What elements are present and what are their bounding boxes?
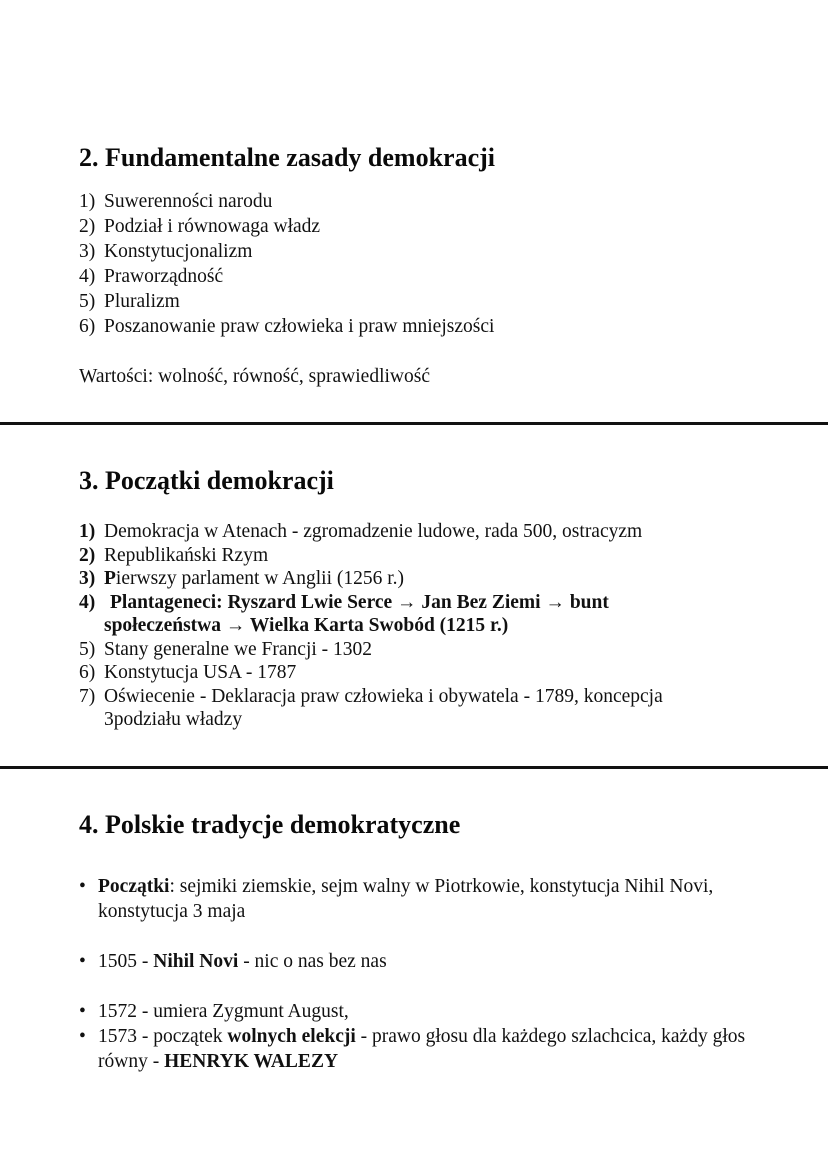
item-number: 1) <box>79 191 96 212</box>
item-text-bold: P <box>104 568 116 589</box>
item-text: ierwszy parlament w Anglii (1256 r.) <box>115 568 405 589</box>
list-item <box>79 239 808 264</box>
list-item <box>79 264 808 289</box>
section-2-title: 2. Fundamentalne zasady demokracji <box>79 143 495 172</box>
item-text: Poszanowanie praw człowieka i praw mniejszości <box>104 316 495 337</box>
item-number: 4) <box>79 266 96 287</box>
list-item <box>79 638 808 662</box>
list-item <box>79 591 808 638</box>
principles-list <box>79 189 808 339</box>
section-3-title: 3. Początki demokracji <box>79 466 334 495</box>
item-text: - nic o nas bez nas <box>238 951 387 972</box>
bullet-icon: • <box>79 951 86 972</box>
item-text: Oświecenie - Deklaracja praw człowieka i obywatela - 1789, koncepcja 3podziału władzy <box>104 685 663 730</box>
item-text: Pluralizm <box>104 291 180 312</box>
beginnings-list <box>79 520 808 732</box>
item-number: 4) <box>79 591 96 613</box>
item-text: Demokracja w Atenach - zgromadzenie ludowe, rada 500, ostracyzm <box>104 521 643 542</box>
item-number: 6) <box>79 316 96 337</box>
spacer <box>79 974 748 999</box>
list-item <box>79 999 748 1024</box>
section-polish-traditions <box>79 810 808 1074</box>
item-text: Konstytucja USA - 1787 <box>104 662 297 683</box>
item-text: : sejmiki ziemskie, sejm walny w Piotrkowie, konstytucja Nihil Novi, konstytucja 3 maja <box>98 876 714 922</box>
values-line: Wartości: wolność, równość, sprawiedliwość <box>79 366 430 387</box>
item-number: 2) <box>79 544 96 566</box>
item-number: 2) <box>79 216 96 237</box>
item-text: 1505 - <box>98 951 154 972</box>
item-text: Praworządność <box>104 266 224 287</box>
bullet-icon: • <box>79 876 86 897</box>
item-text-bold: wolnych elekcji <box>227 1026 356 1047</box>
bullet-icon: • <box>79 1026 86 1047</box>
list-item <box>79 314 808 339</box>
list-item <box>79 567 808 591</box>
list-item <box>79 520 808 544</box>
item-text-bold: Początki <box>98 876 170 897</box>
list-item <box>79 289 808 314</box>
section-4-title: 4. Polskie tradycje demokratyczne <box>79 810 461 839</box>
item-text: Plantageneci: Ryszard Lwie Serce → Jan Bez Ziemi → bunt społeczeństwa → Wielka Karta Swobód (1215 r.) <box>104 591 609 636</box>
list-item <box>79 874 748 924</box>
item-number: 7) <box>79 685 96 707</box>
item-text: 1572 - umiera Zygmunt August, <box>98 1001 349 1022</box>
list-item <box>79 685 808 732</box>
list-item <box>79 1024 748 1074</box>
item-number: 3) <box>79 241 96 262</box>
item-text: - prawo głosu dla każdego szlachcica, każdy głos równy - <box>98 1026 746 1072</box>
section-beginnings <box>79 466 808 732</box>
item-number: 6) <box>79 662 96 683</box>
section-divider <box>0 422 828 425</box>
traditions-list <box>79 874 808 1074</box>
item-number: 3) <box>79 568 96 589</box>
item-text: Suwerenności narodu <box>104 191 273 212</box>
item-number: 1) <box>79 521 96 542</box>
spacer <box>79 924 748 949</box>
item-text-bold: Nihil Novi <box>153 951 239 972</box>
bullet-icon: • <box>79 1001 86 1022</box>
list-item <box>79 214 808 239</box>
item-text: Republikański Rzym <box>104 544 269 566</box>
list-item <box>79 544 808 568</box>
list-item <box>79 949 748 974</box>
item-number: 5) <box>79 291 96 312</box>
item-number: 5) <box>79 638 96 660</box>
item-text: Podział i równowaga władz <box>104 216 321 237</box>
item-text-bold: HENRYK WALEZY <box>164 1051 339 1072</box>
item-text: Stany generalne we Francji - 1302 <box>104 638 373 660</box>
section-fundamental-principles <box>79 143 808 389</box>
list-item <box>79 189 808 214</box>
section-divider <box>0 766 828 769</box>
list-item <box>79 661 808 685</box>
item-text: Konstytucjonalizm <box>104 241 253 262</box>
item-text: 1573 - początek <box>98 1026 228 1047</box>
